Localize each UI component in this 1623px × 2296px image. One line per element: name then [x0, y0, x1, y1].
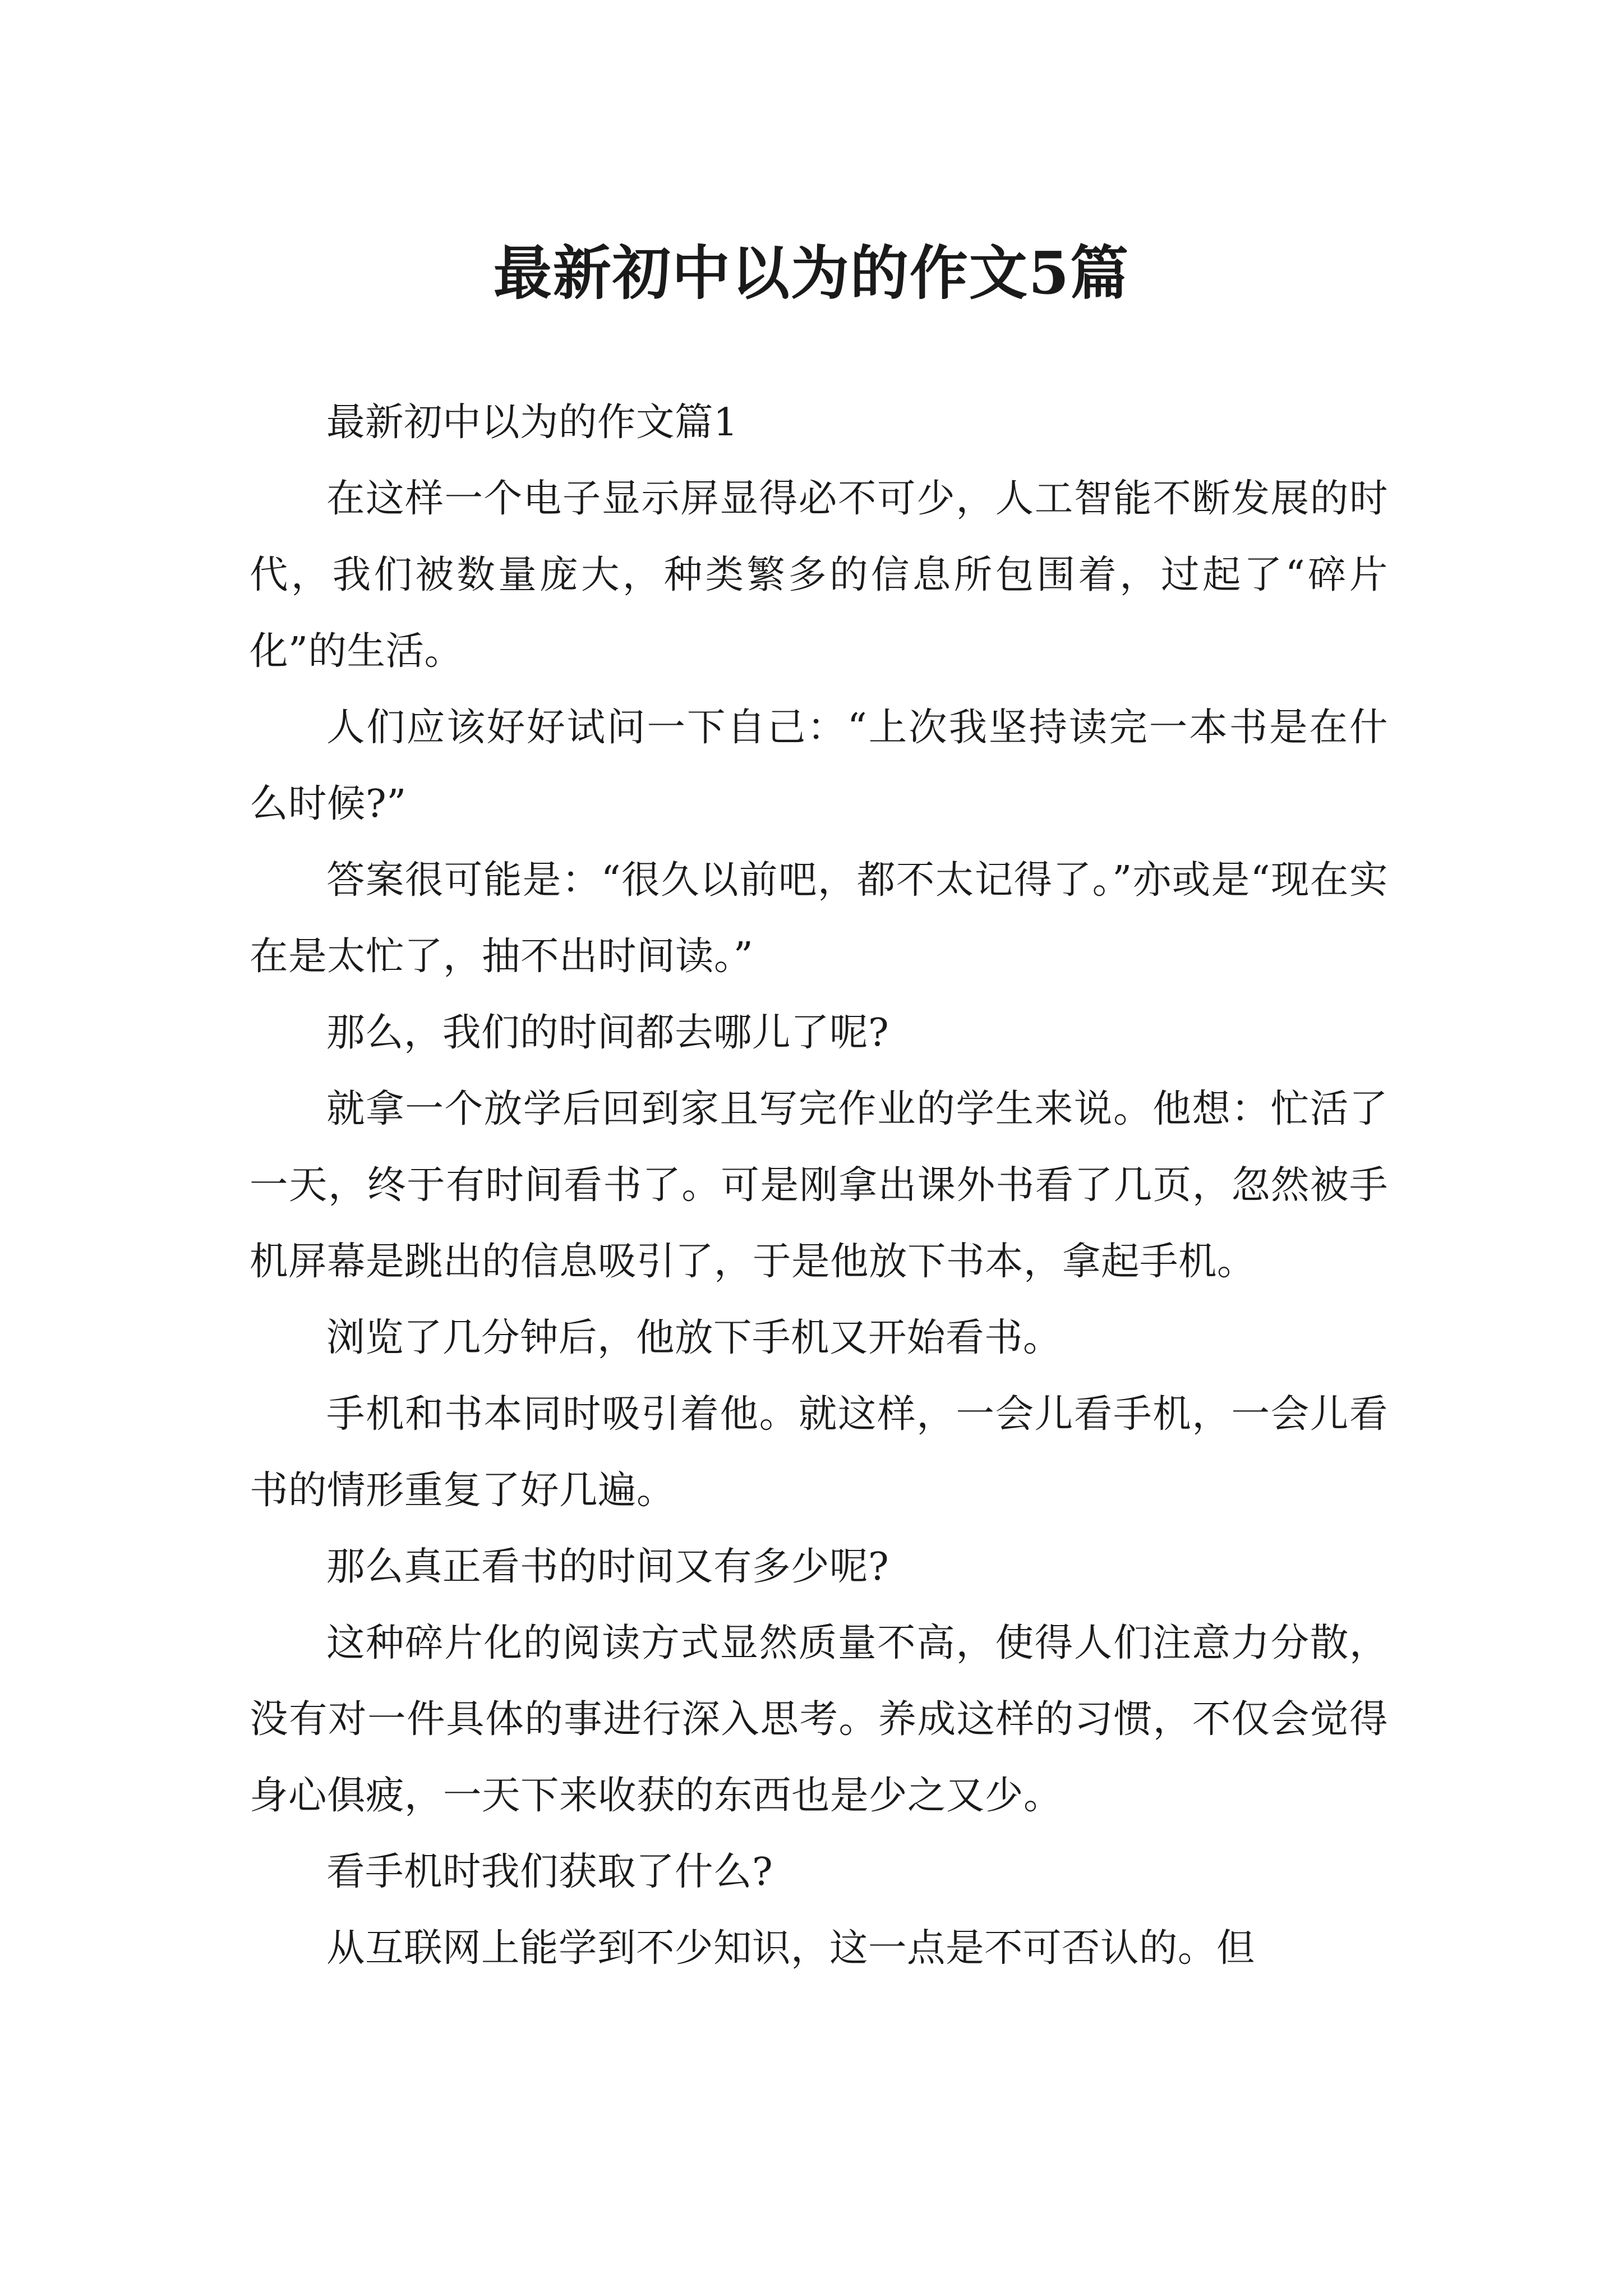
paragraph: 在这样一个电子显示屏显得必不可少，人工智能不断发展的时代，我们被数量庞大，种类繁多的信息所包围着，过起了“碎片化”的生活。 [250, 476, 1388, 674]
paragraph: 浏览了几分钟后，他放下手机又开始看书。 [326, 1315, 1062, 1360]
document-body [250, 384, 1388, 1986]
paragraph: 从互联网上能学到不少知识，这一点是不可否认的。但 [326, 1926, 1256, 1971]
section-heading: 最新初中以为的作文篇1 [326, 400, 739, 445]
paragraph: 手机和书本同时吸引着他。就这样，一会儿看手机，一会儿看书的情形重复了好几遍。 [250, 1392, 1388, 1513]
paragraph: 就拿一个放学后回到家且写完作业的学生来说。他想：忙活了一天，终于有时间看书了。可是刚拿出课外书看了几页，忽然被手机屏幕是跳出的信息吸引了，于是他放下书本，拿起手机。 [250, 1087, 1388, 1284]
paragraph: 看手机时我们获取了什么? [326, 1849, 773, 1894]
paragraph: 那么，我们的时间都去哪儿了呢? [326, 1010, 889, 1055]
page-title: 最新初中以为的作文5篇 [493, 238, 1130, 307]
paragraph: 那么真正看书的时间又有多少呢? [326, 1544, 889, 1589]
paragraph: 这种碎片化的阅读方式显然质量不高，使得人们注意力分散，没有对一件具体的事进行深入思考。养成这样的习惯，不仅会觉得身心俱疲，一天下来收获的东西也是少之又少。 [250, 1621, 1388, 1818]
paragraph: 人们应该好好试问一下自己：“上次我坚持读完一本书是在什么时候?” [250, 705, 1388, 826]
paragraph: 答案很可能是：“很久以前吧，都不太记得了。”亦或是“现在实在是太忙了，抽不出时间读。” [250, 858, 1388, 979]
